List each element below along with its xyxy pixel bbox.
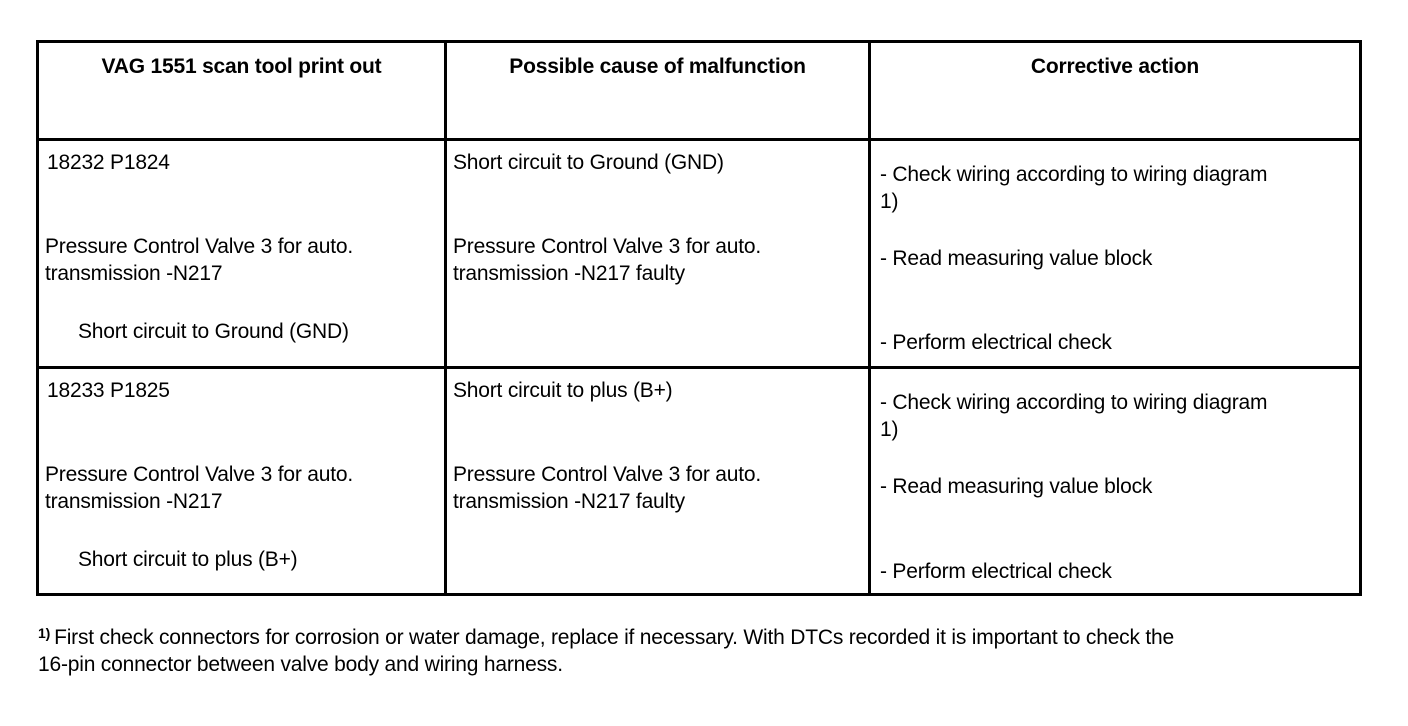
action-text: - Check wiring according to wiring diagram xyxy=(880,163,1268,186)
fault-description: Short circuit to Ground (GND) xyxy=(78,320,349,343)
action-text: - Check wiring according to wiring diagram xyxy=(880,391,1268,414)
header-corrective-action: Corrective action xyxy=(1030,55,1200,78)
action-text: - Read measuring value block xyxy=(880,247,1153,270)
footnote-line: 16-pin connector between valve body and wiring harness. xyxy=(38,653,563,676)
cause-text: Pressure Control Valve 3 for auto. xyxy=(453,463,761,486)
column-divider xyxy=(444,43,447,593)
footnote-text: First check connectors for corrosion or water damage, replace if necessary. With DTCs recorded it is important to check the xyxy=(54,626,1175,649)
column-divider xyxy=(868,43,871,593)
component-line: Pressure Control Valve 3 for auto. xyxy=(45,463,353,486)
footnote-marker: 1) xyxy=(38,625,51,641)
component-line: transmission -N217 xyxy=(45,262,223,285)
header-scan-tool-printout: VAG 1551 scan tool print out xyxy=(101,55,382,78)
header-possible-cause: Possible cause of malfunction xyxy=(509,55,806,78)
action-text: - Perform electrical check xyxy=(880,560,1112,583)
dtc-table xyxy=(36,40,1362,596)
fault-description: Short circuit to plus (B+) xyxy=(78,548,298,571)
footnote-line xyxy=(38,624,1378,651)
cause-text: Pressure Control Valve 3 for auto. xyxy=(453,235,761,258)
fault-code: 18233 P1825 xyxy=(47,379,170,402)
row-divider xyxy=(39,138,1359,141)
action-text: 1) xyxy=(880,418,899,441)
cause-text: transmission -N217 faulty xyxy=(453,490,685,513)
cause-text: transmission -N217 faulty xyxy=(453,262,685,285)
action-text: - Read measuring value block xyxy=(880,475,1153,498)
fault-code: 18232 P1824 xyxy=(47,151,170,174)
action-text: - Perform electrical check xyxy=(880,331,1112,354)
footnote xyxy=(38,624,1378,678)
component-line: transmission -N217 xyxy=(45,490,223,513)
cause-text: Short circuit to plus (B+) xyxy=(453,379,673,402)
row-divider xyxy=(39,366,1359,369)
cause-text: Short circuit to Ground (GND) xyxy=(453,151,724,174)
action-text: 1) xyxy=(880,190,899,213)
component-line: Pressure Control Valve 3 for auto. xyxy=(45,235,353,258)
